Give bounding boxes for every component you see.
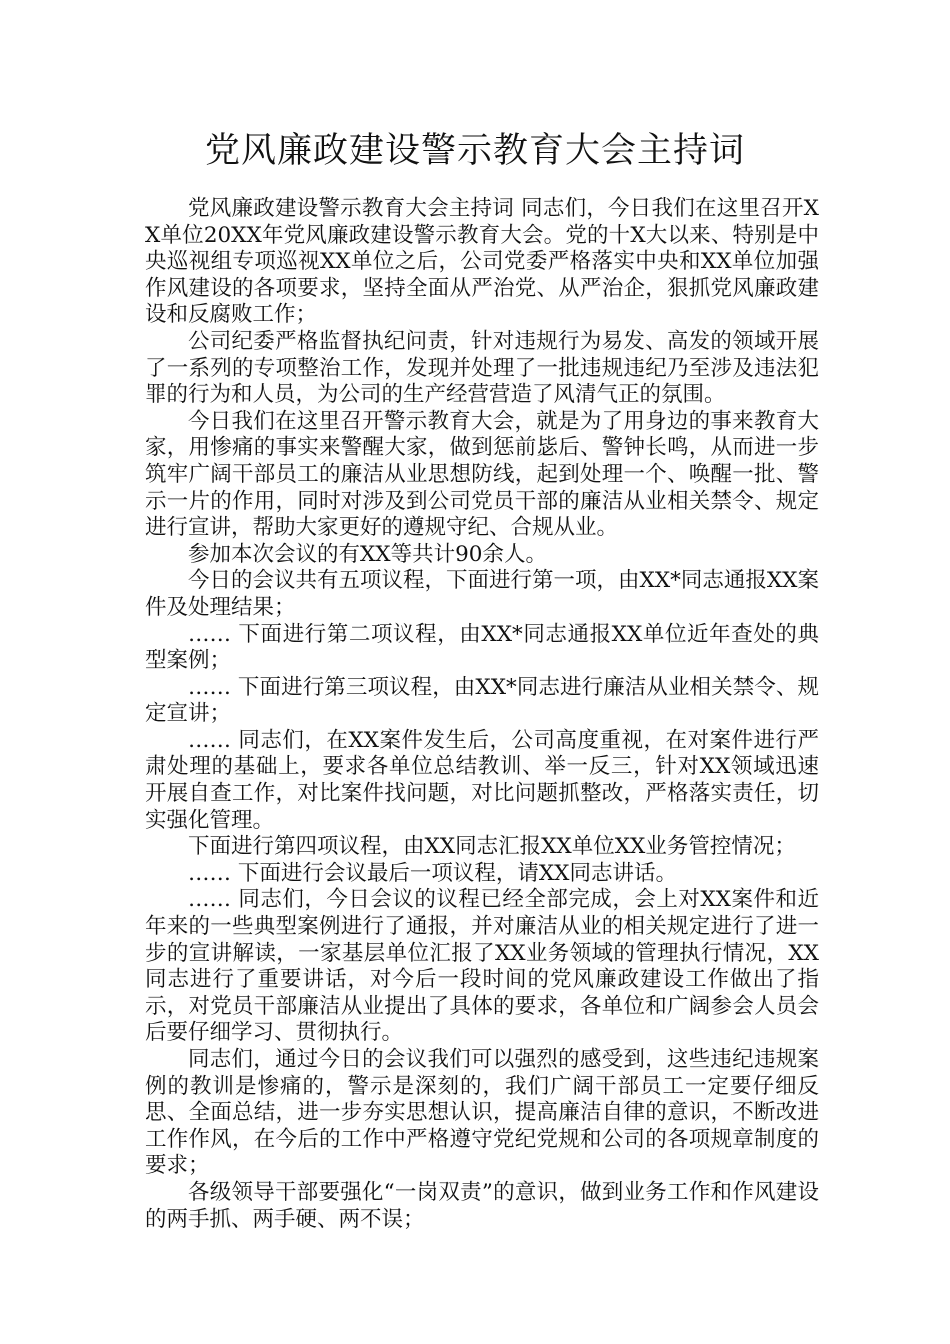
paragraph-10: …… 下面进行会议最后一项议程，请XX同志讲话。 — [188, 860, 677, 886]
paragraph-2: 公司纪委严格监督执纪问责，针对违规行为易发、高发的领域开展了一系列的专项整治工作，发现并处理了一批违规违纪乃至涉及违法犯罪的行为和人员，为公司的生产经营营造了风清气正的氛围。 — [145, 328, 819, 408]
paragraph-1: 党风廉政建设警示教育大会主持词 同志们，今日我们在这里召开XX单位20XX年党风廉政建设警示教育大会。党的十X大以来、特别是中央巡视组专项巡视XX单位之后，公司党委严格落实中央和XX单位加强作风建设的各项要求，坚持全面从严治党、从严治企，狠抓党风廉政建设和反腐败工作； — [145, 196, 819, 328]
paragraph-6: …… 下面进行第二项议程，由XX*同志通报XX单位近年查处的典型案例； — [145, 621, 819, 674]
paragraph-12: 同志们，通过今日的会议我们可以强烈的感受到，这些违纪违规案例的教训是惨痛的，警示是深刻的，我们广阔干部员工一定要仔细反思、全面总结，进一步夯实思想认识，提高廉洁自律的意识，不断改进工作作风，在今后的工作中严格遵守党纪党规和公司的各项规章制度的要求； — [145, 1047, 819, 1179]
paragraph-13: 各级领导干部要强化“一岗双责”的意识，做到业务工作和作风建设的两手抓、两手硬、两不误； — [145, 1179, 819, 1232]
paragraph-5: 今日的会议共有五项议程，下面进行第一项，由XX*同志通报XX案件及处理结果； — [145, 568, 819, 620]
paragraph-7: …… 下面进行第三项议程，由XX*同志进行廉洁从业相关禁令、规定宣讲； — [145, 674, 819, 727]
paragraph-11: …… 同志们，今日会议的议程已经全部完成，会上对XX案件和近年来的一些典型案例进行了通报，并对廉洁从业的相关规定进行了进一步的宣讲解读，一家基层单位汇报了XX业务领域的管理执行情况，XX同志进行了重要讲话，对今后一段时间的党风廉政建设工作做出了指示，对党员干部廉洁从业提出了具体的要求，各单位和广阔参会人员会后要仔细学习、贯彻执行。 — [145, 887, 819, 1046]
paragraph-8: …… 同志们，在XX案件发生后，公司高度重视，在对案件进行严肃处理的基础上，要求各单位总结教训、举一反三，针对XX领域迅速开展自查工作，对比案件找问题，对比问题抓整改，严格落实责任，切实强化管理。 — [145, 727, 819, 833]
paragraph-4: 参加本次会议的有XX等共计90余人。 — [188, 541, 547, 567]
document-title: 党风廉政建设警示教育大会主持词 — [204, 131, 745, 171]
paragraph-9: 下面进行第四项议程，由XX同志汇报XX单位XX业务管控情况； — [188, 834, 796, 860]
document-body — [145, 196, 819, 1233]
paragraph-3: 今日我们在这里召开警示教育大会，就是为了用身边的事来教育大家，用惨痛的事实来警醒大家，做到惩前毖后、警钟长鸣，从而进一步筑牢广阔干部员工的廉洁从业思想防线，起到处理一个、唤醒一批、警示一片的作用，同时对涉及到公司党员干部的廉洁从业相关禁令、规定进行宣讲，帮助大家更好的遵规守纪、合规从业。 — [145, 408, 819, 541]
